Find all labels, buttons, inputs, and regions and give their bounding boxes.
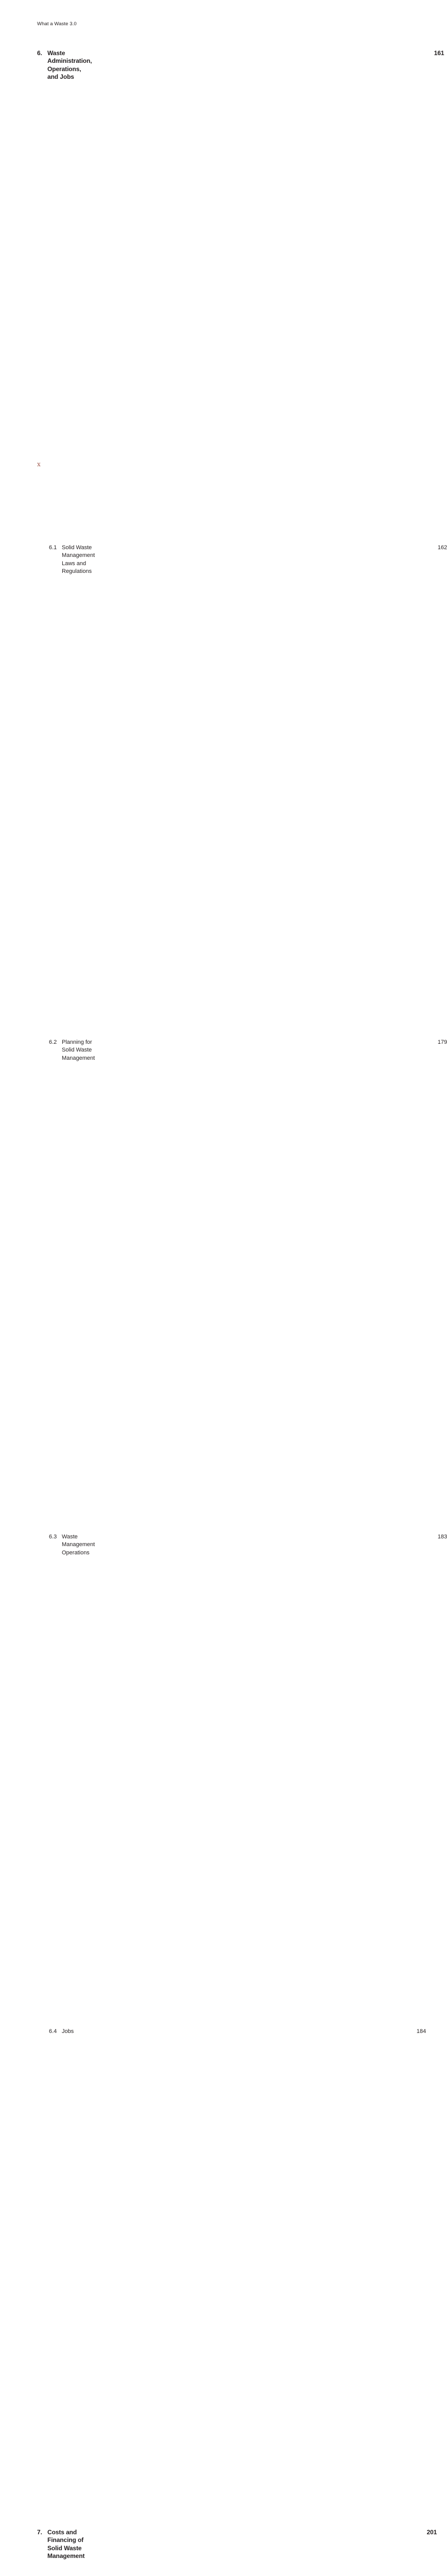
toc-chapter-row — [37, 2529, 437, 2576]
page-content — [37, 21, 447, 2576]
toc-section-number: 6.1 — [49, 545, 57, 551]
running-header: What a Waste 3.0 — [37, 21, 77, 27]
toc-section-title-line: Solid Waste Management Laws and Regulations — [62, 545, 95, 574]
toc-chapter-number: 6. — [37, 49, 42, 57]
toc-section-number: 6.4 — [49, 2028, 57, 2035]
toc-section-number: 6.2 — [49, 1039, 57, 1045]
toc-section-row — [49, 2028, 426, 2522]
toc-section-page: 183 — [101, 1533, 447, 2028]
toc-section-title — [62, 2028, 74, 2522]
toc-section-row — [49, 1039, 447, 1533]
toc-section-number: 6.3 — [49, 1534, 57, 1540]
toc-section-title — [62, 544, 95, 1039]
toc-section-title-line: Waste Management Operations — [62, 1534, 95, 1556]
toc-chapter-title — [47, 49, 92, 544]
toc-chapter-page: 201 — [91, 2529, 437, 2576]
toc-section-page: 179 — [101, 1039, 447, 1533]
toc-chapter-page: 161 — [98, 49, 444, 544]
toc-section-page: 184 — [80, 2028, 426, 2522]
toc-chapters — [37, 49, 447, 2576]
toc-section-title — [62, 1039, 95, 1533]
toc-chapter — [37, 2529, 437, 2576]
toc-section-row — [49, 544, 447, 1039]
toc-section-title-line: Planning for Solid Waste Management — [62, 1039, 95, 1061]
toc-chapter-sections — [49, 544, 447, 2522]
page-number: x — [37, 461, 41, 468]
toc-section-title — [62, 1533, 95, 2028]
toc-chapter-title-line: Costs and Financing of Solid Waste Management — [47, 2529, 85, 2560]
toc-chapter-title-line: Waste Administration, Operations, and Jobs — [47, 49, 92, 80]
toc-chapter-row — [37, 49, 444, 544]
toc-section-row — [49, 1533, 447, 2028]
toc-chapter-number: 7. — [37, 2529, 42, 2536]
toc-section-title-line: Jobs — [62, 2028, 74, 2035]
toc-chapter-title — [47, 2529, 84, 2576]
toc-section-page: 162 — [101, 544, 447, 1039]
toc-chapter — [37, 49, 447, 2522]
